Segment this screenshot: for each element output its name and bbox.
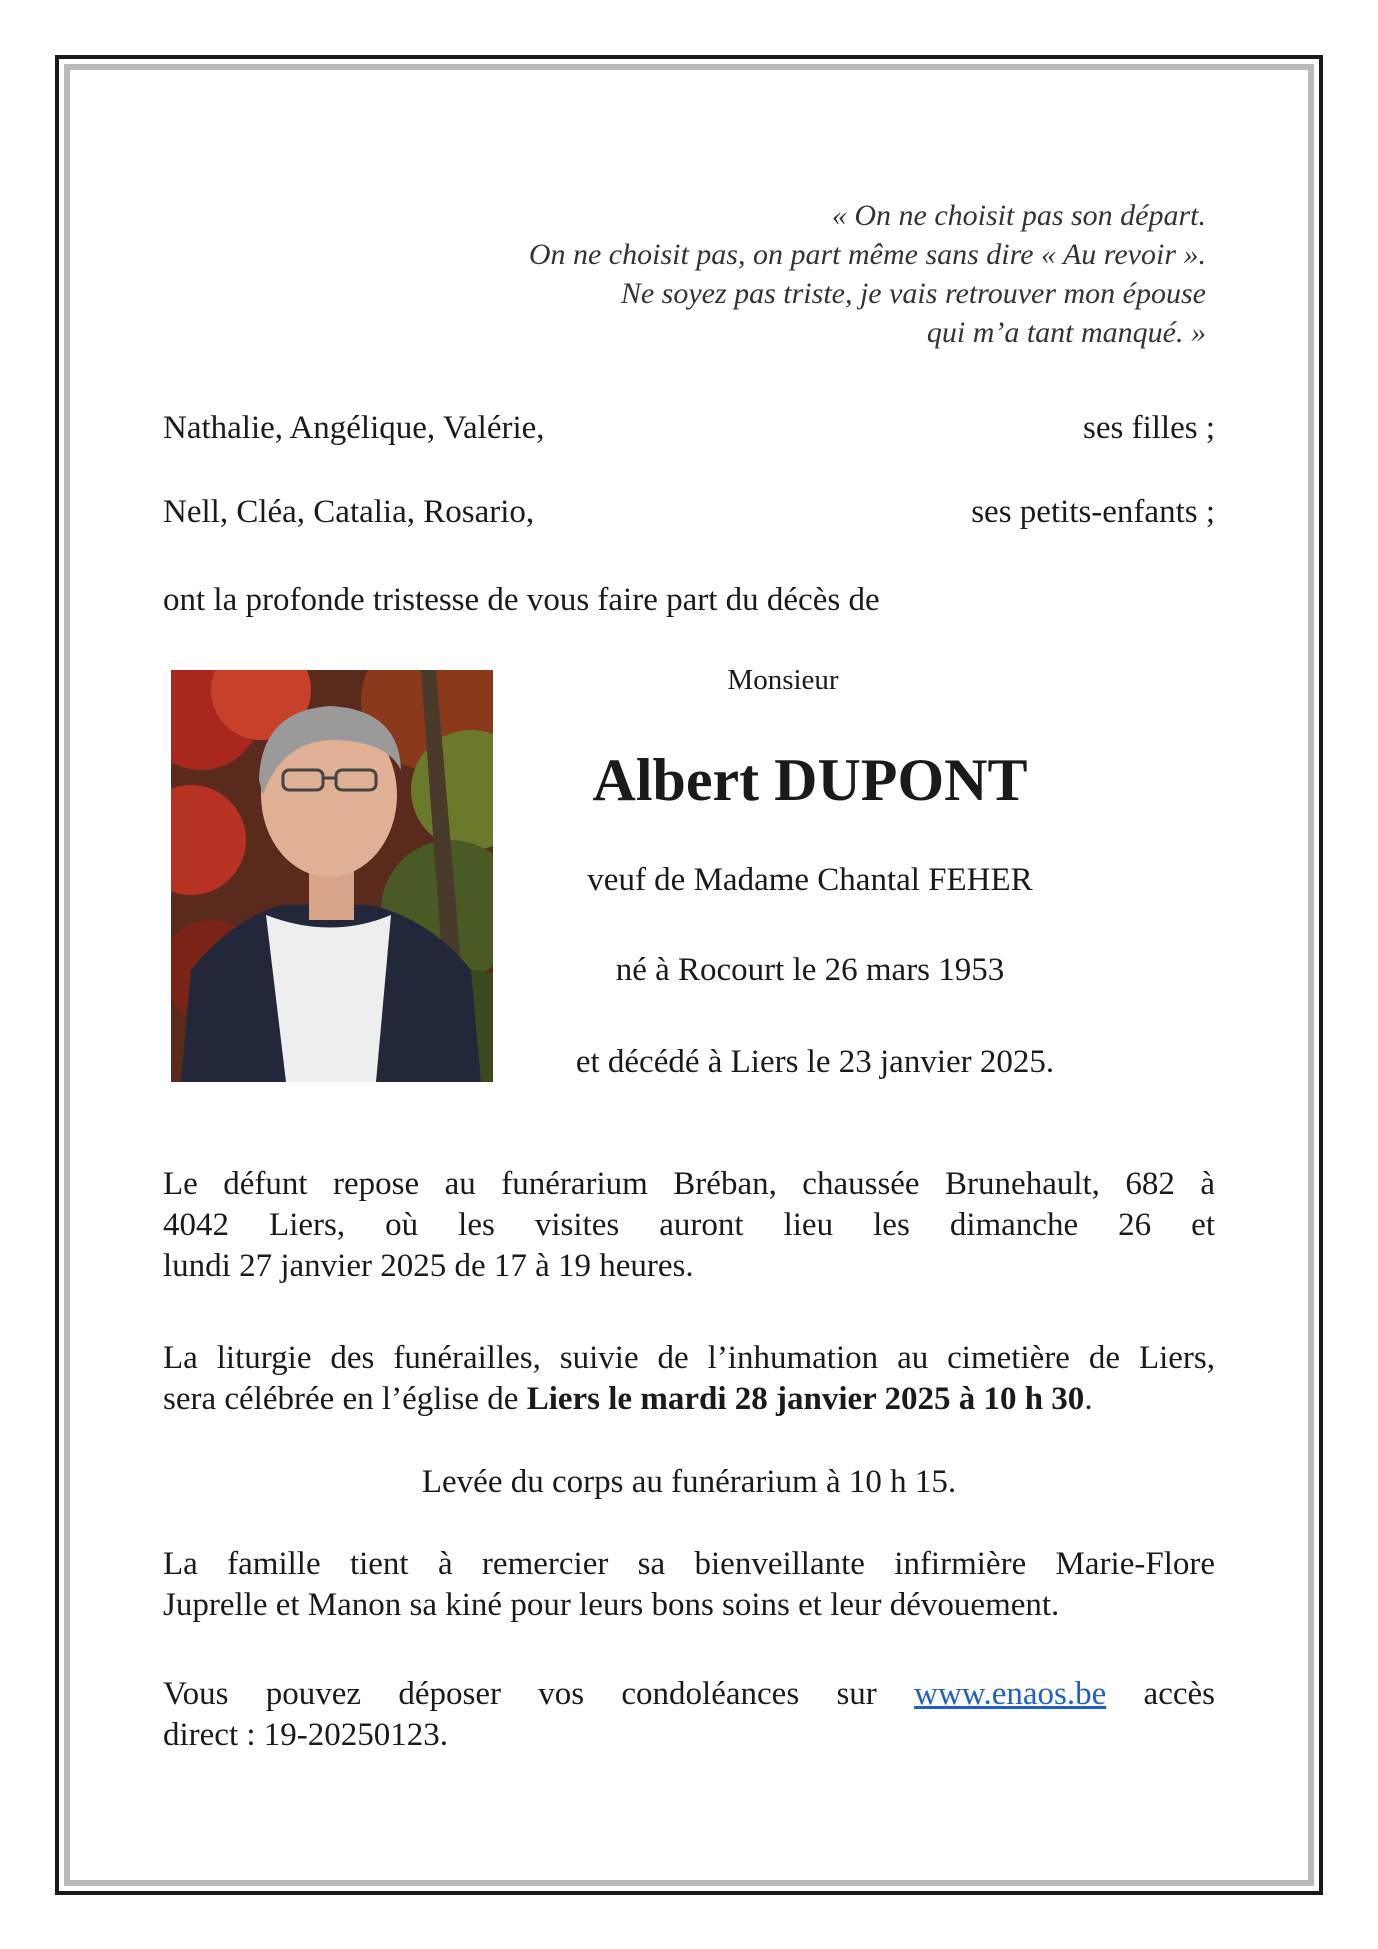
repose-line: Le défunt repose au funérarium Bréban, chaussée Brunehault, 682 à	[163, 1166, 1215, 1202]
condolences-website-link[interactable]: www.enaos.be	[914, 1676, 1107, 1712]
family-row-grandchildren	[163, 494, 1215, 534]
daughters-names: Nathalie, Angélique, Valérie,	[163, 410, 545, 446]
daughters-relation: ses filles ;	[1083, 410, 1215, 446]
family-row-daughters	[163, 410, 1215, 450]
condolences-prefix: Vous pouvez déposer vos condoléances sur	[163, 1676, 915, 1712]
grandchildren-relation: ses petits-enfants ;	[971, 494, 1215, 530]
deceased-birth: né à Rocourt le 26 mars 1953	[615, 952, 1005, 988]
repose-paragraph	[163, 1164, 1215, 1287]
thanks-line: La famille tient à remercier sa bienveillante infirmière Marie-Flore	[163, 1546, 1215, 1582]
condolences-line	[163, 1674, 1215, 1715]
quote-line: « On ne choisit pas son départ.	[831, 199, 1206, 232]
thanks-paragraph	[163, 1544, 1215, 1626]
repose-line: 4042 Liers, où les visites auront lieu les dimanche 26 et	[163, 1207, 1215, 1243]
deceased-name: Albert DUPONT	[592, 747, 1028, 813]
liturgy-suffix: .	[1084, 1381, 1093, 1417]
quote-line: Ne soyez pas triste, je vais retrouver mon épouse	[620, 277, 1206, 310]
liturgy-date-emphasis: Liers le mardi 28 janvier 2025 à 10 h 30	[526, 1381, 1085, 1417]
liturgy-prefix: sera célébrée en l’église de	[163, 1381, 527, 1417]
condolences-suffix: accès	[1106, 1676, 1215, 1712]
grandchildren-names: Nell, Cléa, Catalia, Rosario,	[163, 494, 535, 530]
liturgy-line: La liturgie des funérailles, suivie de l’inhumation au cimetière de Liers,	[163, 1340, 1215, 1376]
quote-line: On ne choisit pas, on part même sans dire « Au revoir ».	[528, 238, 1206, 271]
liturgy-line	[163, 1379, 1215, 1420]
repose-line: lundi 27 janvier 2025 de 17 à 19 heures.	[163, 1248, 694, 1284]
portrait-photo	[171, 670, 493, 1082]
announcement-text: ont la profonde tristesse de vous faire part du décès de	[163, 582, 880, 618]
liturgy-paragraph	[163, 1338, 1215, 1420]
condolences-paragraph	[163, 1674, 1215, 1756]
levee-text: Levée du corps au funérarium à 10 h 15.	[421, 1464, 957, 1500]
deceased-widow-of: veuf de Madame Chantal FEHER	[587, 862, 1033, 898]
thanks-line: Juprelle et Manon sa kiné pour leurs bons soins et leur dévouement.	[163, 1587, 1060, 1623]
condolences-line: direct : 19-20250123.	[163, 1717, 449, 1753]
deceased-title: Monsieur	[727, 664, 839, 696]
epigraph-quote	[529, 196, 1206, 352]
deceased-death: et décédé à Liers le 23 janvier 2025.	[575, 1044, 1055, 1080]
quote-line: qui m’a tant manqué. »	[926, 316, 1206, 349]
